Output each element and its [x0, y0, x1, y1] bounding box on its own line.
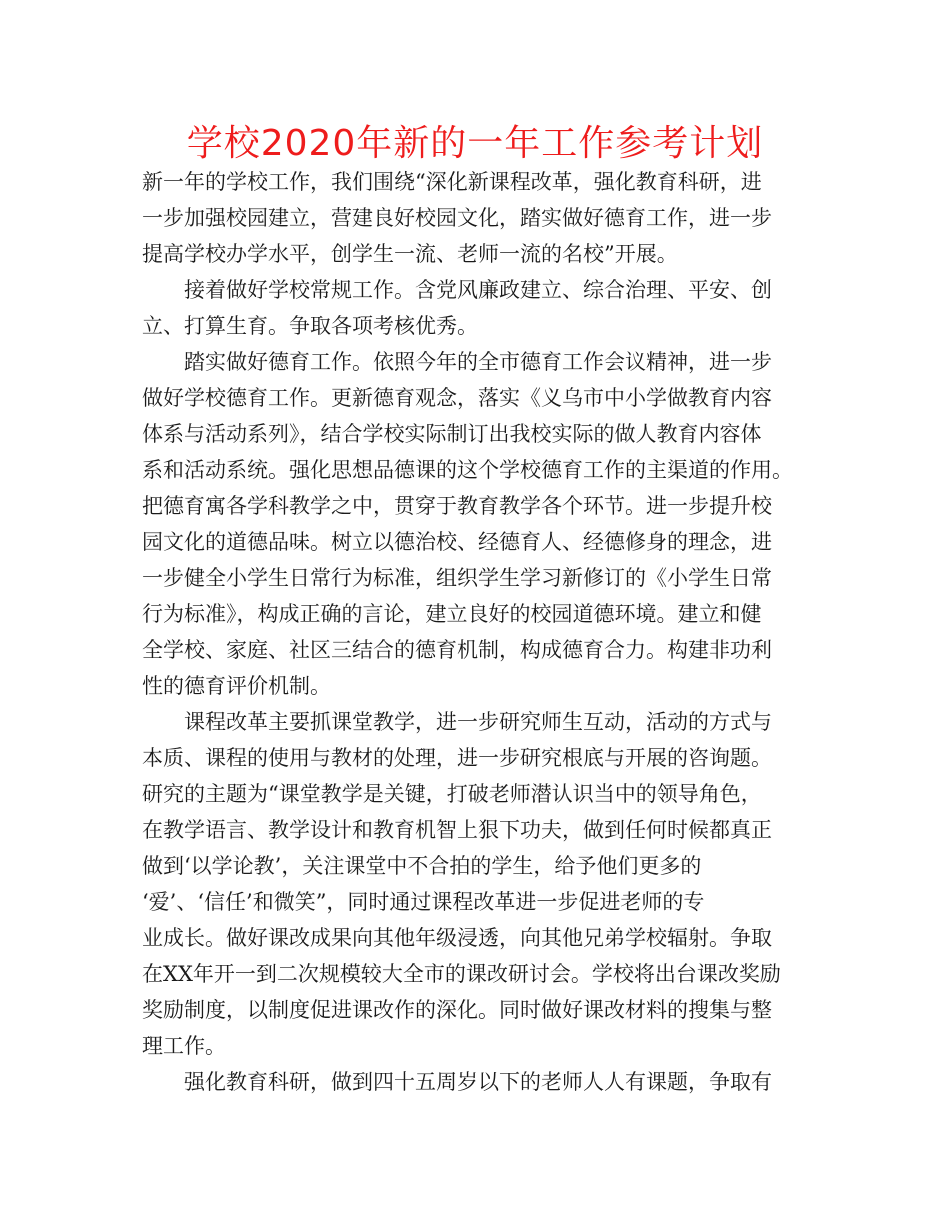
text-line: 理工作。: [142, 1034, 226, 1058]
text-line: 做到‘以学论教’，关注课堂中不合拍的学生，给予他们更多的: [142, 854, 702, 878]
text-line: 一步健全小学生日常行为标准，组织学生学习新修订的《小学生日常: [142, 566, 772, 590]
text-line: 体系与活动系列》，结合学校实际制订出我校实际的做人教育内容体: [142, 422, 762, 446]
text-line: 行为标准》，构成正确的言论，建立良好的校园道德环境。建立和健: [142, 602, 762, 626]
text-line: 接着做好学校常规工作。含党风廉政建立、综合治理、平安、创: [142, 278, 772, 302]
text-line: 系和活动系统。强化思想品德课的这个学校德育工作的主渠道的作用。: [142, 458, 793, 482]
text-line: 在教学语言、教学设计和教育机智上狠下功夫，做到任何时候都真正: [142, 818, 772, 842]
text-line: 在XX年开一到二次规模较大全市的课改研讨会。学校将出台课改奖励: [142, 962, 781, 986]
text-line: 全学校、家庭、社区三结合的德育机制，构成德育合力。构建非功利: [142, 638, 772, 662]
text-line: 一步加强校园建立，营建良好校园文化，踏实做好德育工作，进一步: [142, 206, 772, 230]
text-line: 立、打算生育。争取各项考核优秀。: [142, 314, 478, 338]
text-line: 奖励制度，以制度促进课改作的深化。同时做好课改材料的搜集与整: [142, 998, 772, 1022]
text-line: 本质、课程的使用与教材的处理，进一步研究根底与开展的咨询题。: [142, 746, 772, 770]
document-title: 学校2020年新的一年工作参考计划: [186, 123, 764, 164]
text-line: 做好学校德育工作。更新德育观念，落实《义乌市中小学做教育内容: [142, 386, 772, 410]
text-line: ‘爱’、‘信任’和微笑”，同时通过课程改革进一步促进老师的专: [142, 890, 705, 914]
text-line: 提高学校办学水平，创学生一流、老师一流的名校”开展。: [142, 242, 678, 266]
text-line: 园文化的道德品味。树立以德治校、经德育人、经德修身的理念，进: [142, 530, 772, 554]
text-line: 新一年的学校工作，我们围绕“深化新课程改革，强化教育科研，进: [142, 170, 762, 194]
text-line: 强化教育科研，做到四十五周岁以下的老师人人有课题，争取有: [142, 1070, 772, 1094]
text-line: 业成长。做好课改成果向其他年级浸透，向其他兄弟学校辐射。争取: [142, 926, 772, 950]
text-line: 踏实做好德育工作。依照今年的全市德育工作会议精神，进一步: [142, 350, 772, 374]
text-line: 把德育寓各学科教学之中，贯穿于教育教学各个环节。进一步提升校: [142, 494, 772, 518]
text-line: 研究的主题为“课堂教学是关键，打破老师潜认识当中的领导角色，: [142, 782, 762, 806]
text-line: 课程改革主要抓课堂教学，进一步研究师生互动，活动的方式与: [142, 710, 772, 734]
text-line: 性的德育评价机制。: [142, 674, 331, 698]
